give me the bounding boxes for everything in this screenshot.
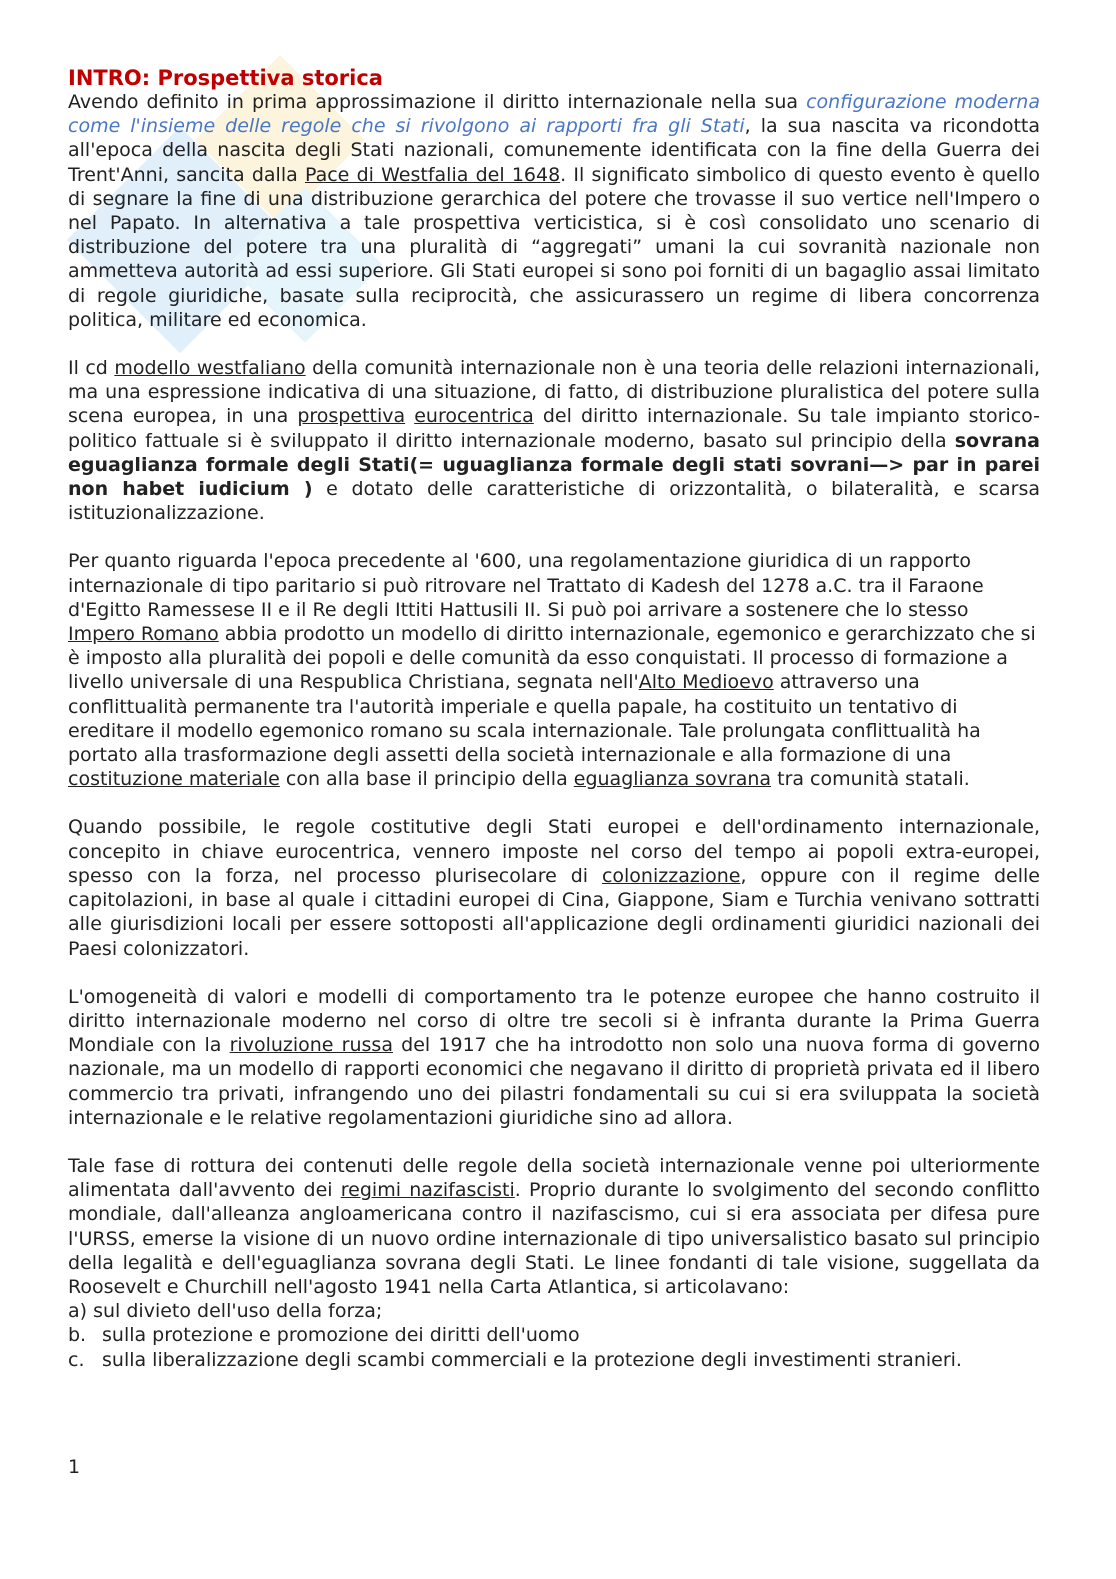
text-run: Il cd [68, 357, 115, 380]
document-page [68, 66, 1040, 1372]
underlined-term: Alto Medioevo [638, 671, 774, 694]
text-run: abbia prodotto un modello di diritto internazionale, egemonico e gerarchizzato che si è imposto alla pluralità dei popoli e delle comunità da esso conquistati. Il processo di formazione a livello universale di una Respublica Christiana, segnata nell' [68, 623, 1036, 694]
list-item-text: sulla protezione e promozione dei diritti dell'uomo [102, 1324, 580, 1347]
text-run: L'omogeneità di valori e modelli di comportamento tra le potenze europee che hanno costruito il diritto internazionale moderno nel corso di oltre tre secoli si è infranta durante la Prima Guerra Mondiale con la [68, 985, 1040, 1057]
text-run: della comunità internazionale non è una teoria delle relazioni internazionali, ma una espressione indicativa di una situazione, di fatto, di distribuzione pluralistica del potere sulla scena europea, in una [68, 357, 1041, 428]
principles-list [68, 1299, 1040, 1372]
text-run: Quando possibile, le regole costitutive degli Stati europei e dell'ordinamento internazionale, concepito in chiave eurocentrica, vennero imposte nel corso del tempo ai popoli extra-europei, spesso con la forza, nel processo plurisecolare di [68, 816, 1040, 887]
underlined-term: Pace di Westfalia del 1648 [304, 163, 561, 186]
underlined-term: eurocentrica [414, 405, 534, 428]
list-item-text: sul divieto dell'uso della forza; [93, 1300, 383, 1323]
underlined-term: rivoluzione russa [229, 1034, 393, 1057]
underlined-term: eguaglianza sovrana [573, 768, 772, 791]
bold-principle: sovrana eguaglianza formale degli Stati(= uguaglianza formale degli stati sovrani—> par in parei non habet iudicium ) [68, 429, 1040, 501]
text-run: e dotato delle caratteristiche di orizzontalità, o bilateralità, e scarsa istituzionalizzazione. [68, 478, 1040, 525]
text-run: , la sua nascita va ricondotta all'epoca della nascita degli Stati nazionali, comunemente identificata con la fine della Guerra dei Trent'Anni, sancita dalla [68, 115, 1040, 186]
paragraph-1 [68, 90, 1040, 332]
text-run: Tale fase di rottura dei contenuti delle regole della società internazionale venne poi ulteriormente alimentata dall'avvento dei [68, 1154, 1040, 1202]
list-marker: c. [68, 1348, 85, 1371]
text-run [405, 405, 414, 427]
section-heading: INTRO: Prospettiva storica [68, 66, 383, 90]
list-item-text: sulla liberalizzazione degli scambi commerciali e la protezione degli investimenti stranieri. [102, 1348, 962, 1371]
text-run: del diritto internazionale. Su tale impianto storico-politico fattuale si è sviluppato il diritto internazionale moderno, basato sul principio della [68, 405, 1040, 452]
list-item [68, 1348, 1040, 1372]
text-run: attraverso una conflittualità permanente tra l'autorità imperiale e quella papale, ha costituito un tentativo di ereditare il modello egemonico romano su scala internazionale. Tale prolungata conflittualità ha portato alla trasformazione degli assetti della società internazionale e alla formazione di una [68, 671, 981, 767]
list-marker: b. [68, 1324, 87, 1347]
paragraph-3 [68, 549, 1040, 791]
underlined-term: regimi nazifascisti [340, 1179, 515, 1202]
underlined-term: modello westfaliano [114, 357, 306, 380]
paragraph-5 [68, 985, 1040, 1130]
highlighted-definition: configurazione moderna come l'insieme delle regole che si rivolgono ai rapporti fra gli Stati [68, 91, 1040, 138]
paragraph-2 [68, 356, 1040, 525]
text-run: Avendo definito in prima approssimazione il diritto internazionale nella sua [68, 91, 807, 113]
paragraph-6 [68, 1154, 1040, 1299]
text-run: , oppure con il regime delle capitolazioni, in base al quale i cittadini europei di Cina, Giappone, Siam e Turchia venivano sottratti alle giurisdizioni locali per essere sottoposti all'applicazione degli ordinamenti giuridici nazionali dei Paesi colonizzatori. [68, 864, 1040, 960]
underlined-term: Impero Romano [68, 623, 219, 646]
text-run: . Proprio durante lo svolgimento del secondo conflitto mondiale, dall'alleanza angloamericana contro il nazifascismo, cui si era associata per difesa pure l'URSS, emerse la visione di un nuovo ordine internazionale di tipo universalistico basato sul principio della legalità e dell'eguaglianza sovrana degli Stati. Le linee fondanti di tale visione, suggellata da Roosevelt e Churchill nell'agosto 1941 nella Carta Atlantica, si articolavano: [68, 1179, 1040, 1298]
text-run: con alla base il principio della [279, 768, 574, 791]
page-number: 1 [68, 1456, 81, 1478]
paragraph-4 [68, 815, 1040, 960]
text-run: tra comunità statali. [771, 768, 970, 791]
text-run: del 1917 che ha introdotto non solo una nuova forma di governo nazionale, ma un modello di rapporti economici che negavano il diritto di proprietà privata ed il libero commercio tra privati, infrangendo uno dei pilastri fondamentali su cui si era sviluppata la società internazionale e le relative regolamentazioni giuridiche sino ad allora. [68, 1034, 1040, 1129]
underlined-term: colonizzazione [601, 864, 741, 887]
list-marker: a) [68, 1300, 88, 1323]
underlined-term: prospettiva [297, 405, 406, 428]
list-item [68, 1299, 1040, 1323]
list-item [68, 1323, 1040, 1347]
text-run: . Il significato simbolico di questo evento è quello di segnare la fine di una distribuzione gerarchica del potere che trovasse il suo vertice nell'Impero o nel Papato. In alternativa a tale prospettiva verticistica, si è così consolidato uno scenario di distribuzione del potere tra una pluralità di “aggregati” umani la cui sovranità nazionale non ammetteva autorità ad essi superiore. Gli Stati europei si sono poi forniti di un bagaglio assai limitato di regole giuridiche, basate sulla reciprocità, che assicurassero un regime di libera concorrenza politica, militare ed economica. [68, 163, 1040, 331]
underlined-term: costituzione materiale [68, 768, 280, 791]
text-run: Per quanto riguarda l'epoca precedente al '600, una regolamentazione giuridica di un rapporto internazionale di tipo paritario si può ritrovare nel Trattato di Kadesh del 1278 a.C. tra il Faraone d'Egitto Ramessese II e il Re degli Ittiti Hattusili II. Si può poi arrivare a sostenere che lo stesso [68, 550, 984, 621]
